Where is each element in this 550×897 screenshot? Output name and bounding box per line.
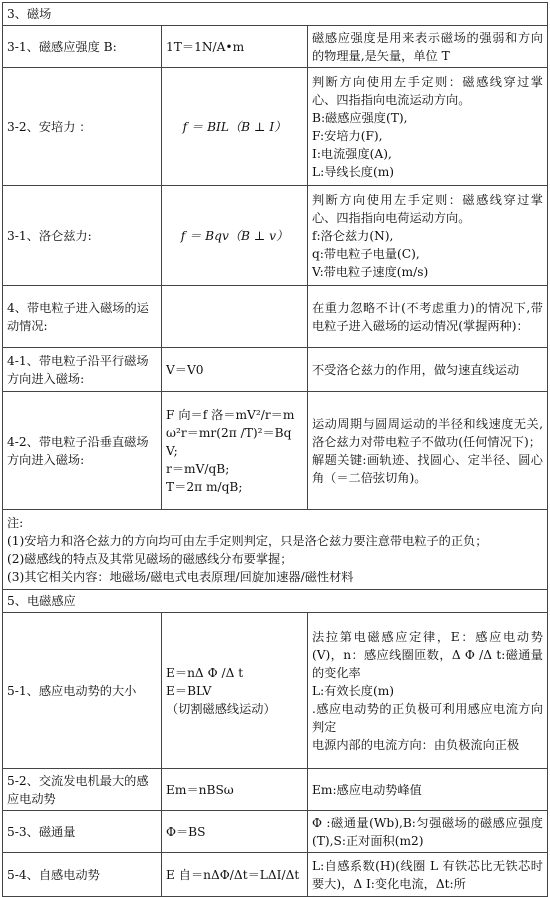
- formula-line: E＝BLV: [166, 683, 212, 698]
- row-label: 5-2、交流发电机最大的感应电动势: [3, 769, 162, 811]
- row-formula: [162, 392, 308, 510]
- row-label: 3-1、洛仑兹力:: [3, 186, 162, 286]
- row-label: 3-2、安培力 ：: [3, 68, 162, 186]
- row-description: [308, 613, 548, 769]
- formula-line: r＝mV/qB;: [166, 461, 230, 476]
- formula-line: （切割磁感线运动）: [166, 701, 276, 716]
- table-row: [3, 348, 548, 392]
- formula-line: E＝nΔ Φ /Δ t: [166, 665, 244, 680]
- notes-row: [3, 510, 548, 590]
- description-line: L:有效长度(m): [312, 683, 395, 698]
- formula-line: V＝V0: [166, 362, 204, 377]
- table-row: [3, 26, 548, 68]
- row-label: 4-1、带电粒子沿平行磁场方向进入磁场:: [3, 348, 162, 392]
- description-line: 判断方向使用左手定则：磁感线穿过掌心、四指指向电流运动方向。: [312, 74, 543, 107]
- description-line: Em:感应电动势峰值: [312, 782, 422, 797]
- row-formula: [162, 769, 308, 811]
- row-label: 4-2、带电粒子沿垂直磁场方向进入磁场:: [3, 392, 162, 510]
- row-description: [308, 68, 548, 186]
- row-formula: [162, 286, 308, 348]
- row-label: 5-1、感应电动势的大小: [3, 613, 162, 769]
- row-label: 3-1、磁感应强度 B:: [3, 26, 162, 68]
- description-line: 判断方向使用左手定则：磁感线穿过掌心、四指指向电荷运动方向。: [312, 192, 543, 225]
- description-line: 在重力忽略不计(不考虑重力)的情况下,带电粒子进入磁场的运动情况(掌握两种)：: [312, 300, 543, 333]
- formula-line: f ＝ BIL（B ⊥ I）: [182, 119, 287, 134]
- description-line: 解题关键:画轨迹、找圆心、定半径、圆心角（＝二倍弦切角)。: [312, 452, 543, 485]
- section-title-row: [3, 3, 548, 26]
- description-line: V:带电粒子速度(m/s): [312, 264, 429, 279]
- formula-line: E 自＝nΔΦ/Δt＝LΔI/Δt: [166, 867, 300, 882]
- description-line: .感应电动势的正负极可利用感应电流方向判定: [312, 701, 543, 734]
- description-line: I:电流强度(A),: [312, 146, 392, 161]
- formula-line: F 向＝f 洛＝mV²/r＝mω²r＝mr(2π /T)²＝BqV;: [166, 407, 295, 458]
- formula-line: T＝2π m/qB;: [166, 479, 243, 494]
- row-formula: [162, 186, 308, 286]
- row-formula: [162, 68, 308, 186]
- table-row: [3, 392, 548, 510]
- description-line: L:自感系数(H)(线圈 L 有铁芯比无铁芯时要大)，Δ I:变化电流，Δt:所: [312, 858, 543, 891]
- description-line: Φ :磁通量(Wb),B:匀强磁场的磁感应强度(T),S:正对面积(m2): [312, 815, 543, 848]
- row-description: [308, 26, 548, 68]
- formula-line: Em＝nBSω: [166, 782, 234, 797]
- formula-line: 1T＝1N/A•m: [166, 39, 245, 54]
- section-title-row: [3, 590, 548, 613]
- note-line: 注:: [7, 515, 24, 530]
- row-label: 5-3、磁通量: [3, 811, 162, 853]
- section-title: 3、磁场: [3, 3, 548, 26]
- description-line: B:磁感应强度(T),: [312, 110, 408, 125]
- description-line: q:带电粒子电量(C),: [312, 246, 420, 261]
- description-line: F:安培力(F),: [312, 128, 383, 143]
- row-description: [308, 811, 548, 853]
- row-formula: [162, 613, 308, 769]
- row-description: [308, 392, 548, 510]
- row-description: [308, 769, 548, 811]
- notes: [3, 510, 548, 590]
- note-line: (3)其它相关内容：地磁场/磁电式电表原理/回旋加速器/磁性材料: [7, 569, 354, 584]
- row-formula: [162, 811, 308, 853]
- formula-line: Φ＝BS: [166, 824, 206, 839]
- table-row: [3, 186, 548, 286]
- description-line: f:洛仑兹力(N),: [312, 228, 394, 243]
- row-formula: [162, 26, 308, 68]
- note-line: (2)磁感线的特点及其常见磁场的磁感线分布要掌握；: [7, 551, 293, 566]
- description-line: L:导线长度(m): [312, 164, 395, 179]
- description-line: 磁感应强度是用来表示磁场的强弱和方向的物理量,是矢量，单位 T: [312, 30, 543, 63]
- row-description: [308, 348, 548, 392]
- formula-line: f ＝ Bqv（B ⊥ v）: [180, 228, 289, 243]
- section-title: 5、电磁感应: [3, 590, 548, 613]
- row-formula: [162, 348, 308, 392]
- row-label: 5-4、自感电动势: [3, 853, 162, 897]
- table-row: [3, 613, 548, 769]
- table-row: [3, 769, 548, 811]
- table-row: [3, 286, 548, 348]
- note-line: (1)安培力和洛仑兹力的方向均可由左手定则判定，只是洛仑兹力要注意带电粒子的正负；: [7, 533, 488, 548]
- physics-formula-table: [2, 2, 548, 897]
- description-line: 法拉第电磁感应定律，E：感应电动势(V)，n：感应线圈匝数，Δ Φ /Δ t:磁通量的变化率: [312, 629, 543, 680]
- row-description: [308, 186, 548, 286]
- row-label: 4、带电粒子进入磁场的运动情况:: [3, 286, 162, 348]
- description-line: 不受洛仑兹力的作用，做匀速直线运动: [312, 362, 520, 377]
- description-line: 运动周期与圆周运动的半径和线速度无关,洛仑兹力对带电粒子不做功(任何情况下)；: [312, 416, 543, 449]
- row-description: [308, 286, 548, 348]
- table-row: [3, 68, 548, 186]
- table-row: [3, 811, 548, 853]
- description-line: 电源内部的电流方向：由负极流向正极: [312, 737, 520, 752]
